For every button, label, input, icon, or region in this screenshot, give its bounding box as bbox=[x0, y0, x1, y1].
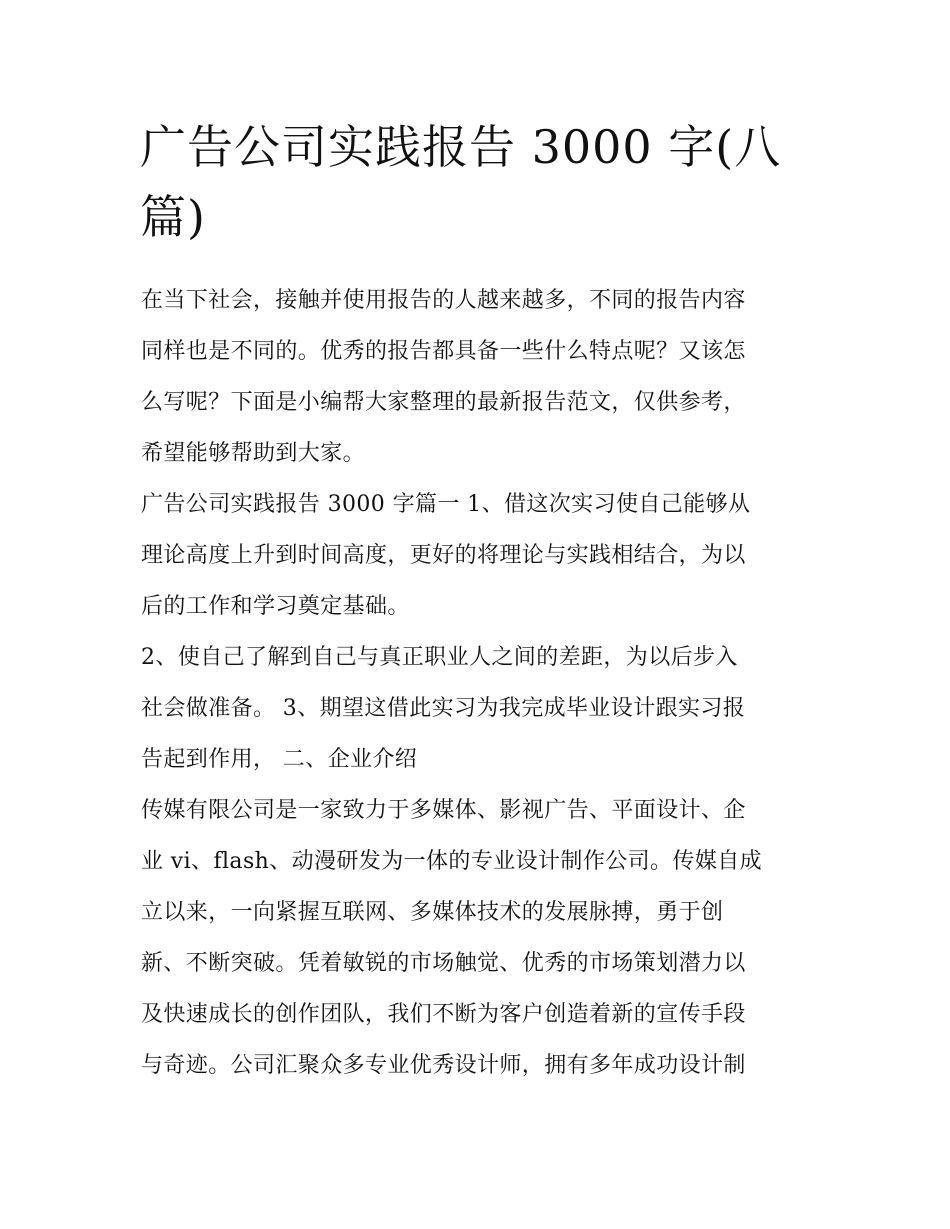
body-line: 立以来，一向紧握互联网、多媒体技术的发展脉搏，勇于创 bbox=[141, 900, 724, 925]
body-line: 在当下社会，接触并使用报告的人越来越多，不同的报告内容 bbox=[141, 288, 746, 313]
body-line: 2、使自己了解到自己与真正职业人之间的差距，为以后步入 bbox=[141, 645, 738, 670]
body-line: 么写呢？下面是小编帮大家整理的最新报告范文，仅供参考， bbox=[141, 390, 746, 415]
body-line: 社会做准备。 3、期望这借此实习为我完成毕业设计跟实习报 bbox=[141, 696, 746, 721]
body-line: 业 vi、flash、动漫研发为一体的专业设计制作公司。传媒自成 bbox=[141, 849, 763, 874]
body-line: 新、不断突破。凭着敏锐的市场触觉、优秀的市场策划潜力以 bbox=[141, 951, 746, 976]
body-line: 广告公司实践报告 3000 字篇一 1、借这次实习使自己能够从 bbox=[141, 492, 751, 517]
body-line: 同样也是不同的。优秀的报告都具备一些什么特点呢？又该怎 bbox=[141, 339, 746, 364]
document-title bbox=[140, 112, 820, 252]
body-line: 理论高度上升到时间高度，更好的将理论与实践相结合，为以 bbox=[141, 543, 746, 568]
body-line: 后的工作和学习奠定基础。 bbox=[141, 594, 410, 619]
title-line: 篇) bbox=[140, 190, 206, 244]
document-body bbox=[141, 281, 821, 1097]
body-line: 希望能够帮助到大家。 bbox=[141, 441, 366, 466]
body-line: 告起到作用， 二、企业介绍 bbox=[141, 747, 418, 772]
body-line: 及快速成长的创作团队，我们不断为客户创造着新的宣传手段 bbox=[141, 1002, 746, 1027]
title-line: 广告公司实践报告 3000 字(八 bbox=[140, 120, 782, 174]
body-line: 与奇迹。公司汇聚众多专业优秀设计师，拥有多年成功设计制 bbox=[141, 1053, 746, 1078]
body-line: 传媒有限公司是一家致力于多媒体、影视广告、平面设计、企 bbox=[141, 798, 746, 823]
